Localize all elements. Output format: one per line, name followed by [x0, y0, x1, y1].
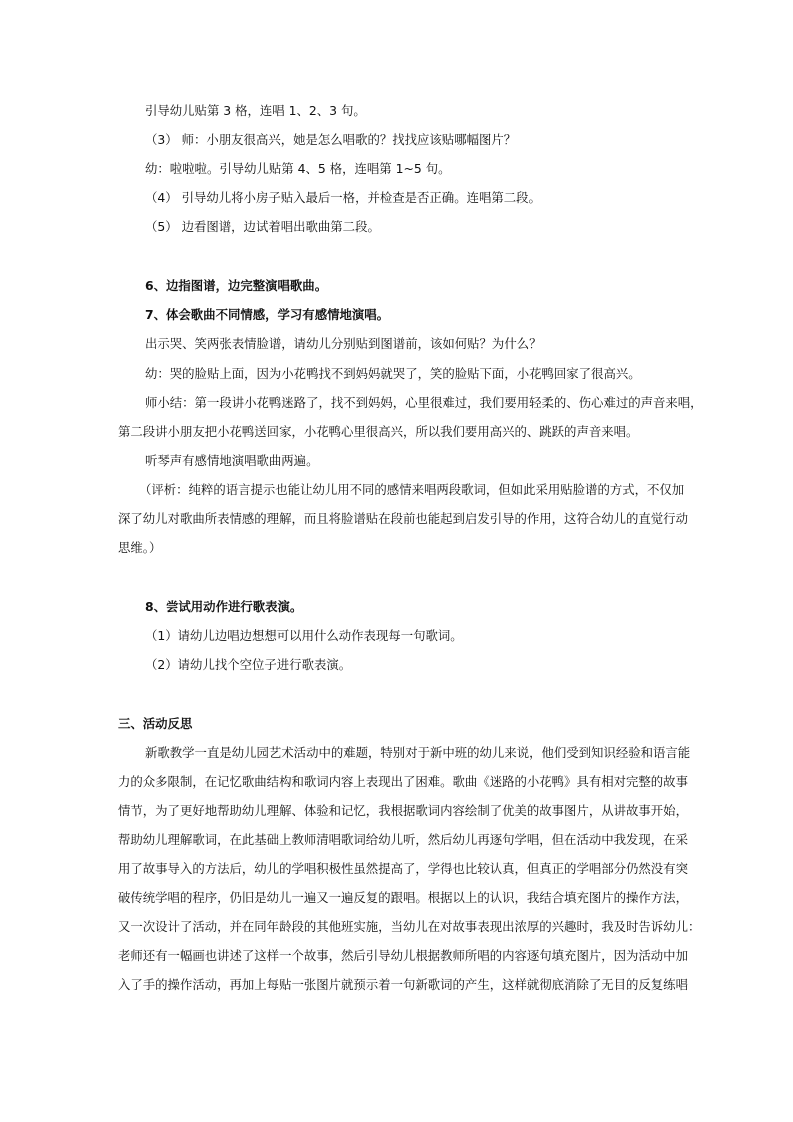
- text-line: （1）请幼儿边唱边想想可以用什么动作表现每一句歌词。: [145, 628, 463, 643]
- text-line: 思维。）: [118, 540, 162, 555]
- text-line: （评析：纯粹的语言提示也能让幼儿用不同的感情来唱两段歌词，但如此采用贴脸谱的方式，不仅加: [139, 482, 685, 497]
- text-line: 幼：啦啦啦。引导幼儿贴第 4、5 格，连唱第 1~5 句。: [145, 161, 451, 176]
- text-line: （3） 师：小朋友很高兴，她是怎么唱歌的？找找应该贴哪幅图片？: [145, 132, 517, 147]
- text-line: 听琴声有感情地演唱歌曲两遍。: [145, 453, 319, 468]
- text-line: 出示哭、笑两张表情脸谱，请幼儿分别贴到图谱前，该如何贴？为什么？: [145, 336, 542, 351]
- section-heading: 三、活动反思: [118, 716, 193, 731]
- text-line: 引导幼儿贴第 3 格，连唱 1、2、3 句。: [145, 103, 366, 118]
- text-line: 力的众多限制，在记忆歌曲结构和歌词内容上表现出了困难。歌曲《迷路的小花鸭》具有相对完整的故事: [118, 774, 688, 789]
- section-heading: 7、体会歌曲不同情感，学习有感情地演唱。: [145, 307, 390, 322]
- text-line: （5） 边看图谱，边试着唱出歌曲第二段。: [145, 219, 380, 234]
- section-heading: 6、边指图谱，边完整演唱歌曲。: [145, 278, 328, 293]
- text-line: 师小结：第一段讲小花鸭迷路了，找不到妈妈，心里很难过，我们要用轻柔的、伤心难过的声音来唱，: [145, 395, 703, 410]
- text-line: （4） 引导幼儿将小房子贴入最后一格，并检查是否正确。连唱第二段。: [145, 190, 541, 205]
- text-line: 又一次设计了活动，并在同年龄段的其他班实施，当幼儿在对故事表现出浓厚的兴趣时，我及时告诉幼儿：: [118, 919, 701, 934]
- text-line: 情节，为了更好地帮助幼儿理解、体验和记忆，我根据歌词内容绘制了优美的故事图片，从讲故事开始，: [118, 803, 688, 818]
- section-heading: 8、尝试用动作进行歌表演。: [145, 599, 303, 614]
- text-line: 用了故事导入的方法后，幼儿的学唱积极性虽然提高了，学得也比较认真，但真正的学唱部分仍然没有突: [118, 861, 688, 876]
- text-line: 幼：哭的脸贴上面，因为小花鸭找不到妈妈就哭了，笑的脸贴下面，小花鸭回家了很高兴。: [145, 366, 641, 381]
- text-line: 帮助幼儿理解歌词，在此基础上教师清唱歌词给幼儿听，然后幼儿再逐句学唱，但在活动中我发现，在采: [118, 832, 688, 847]
- text-line: 第二段讲小朋友把小花鸭送回家，小花鸭心里很高兴，所以我们要用高兴的、跳跃的声音来唱。: [118, 424, 639, 439]
- text-line: 老师还有一幅画也讲述了这样一个故事，然后引导幼儿根据教师所唱的内容逐句填充图片，因为活动中加: [118, 948, 688, 963]
- text-line: 深了幼儿对歌曲所表情感的理解，而且将脸谱贴在段前也能起到启发引导的作用，这符合幼儿的直觉行动: [118, 511, 688, 526]
- text-line: （2）请幼儿找个空位子进行歌表演。: [145, 657, 352, 672]
- text-line: 破传统学唱的程序，仍旧是幼儿一遍又一遍反复的跟唱。根据以上的认识，我结合填充图片的操作方法，: [118, 890, 688, 905]
- text-line: 新歌教学一直是幼儿园艺术活动中的难题，特别对于新中班的幼儿来说，他们受到知识经验和语言能: [145, 745, 691, 760]
- text-line: 入了手的操作活动，再加上每贴一张图片就预示着一句新歌词的产生，这样就彻底消除了无目的反复练唱: [118, 977, 688, 992]
